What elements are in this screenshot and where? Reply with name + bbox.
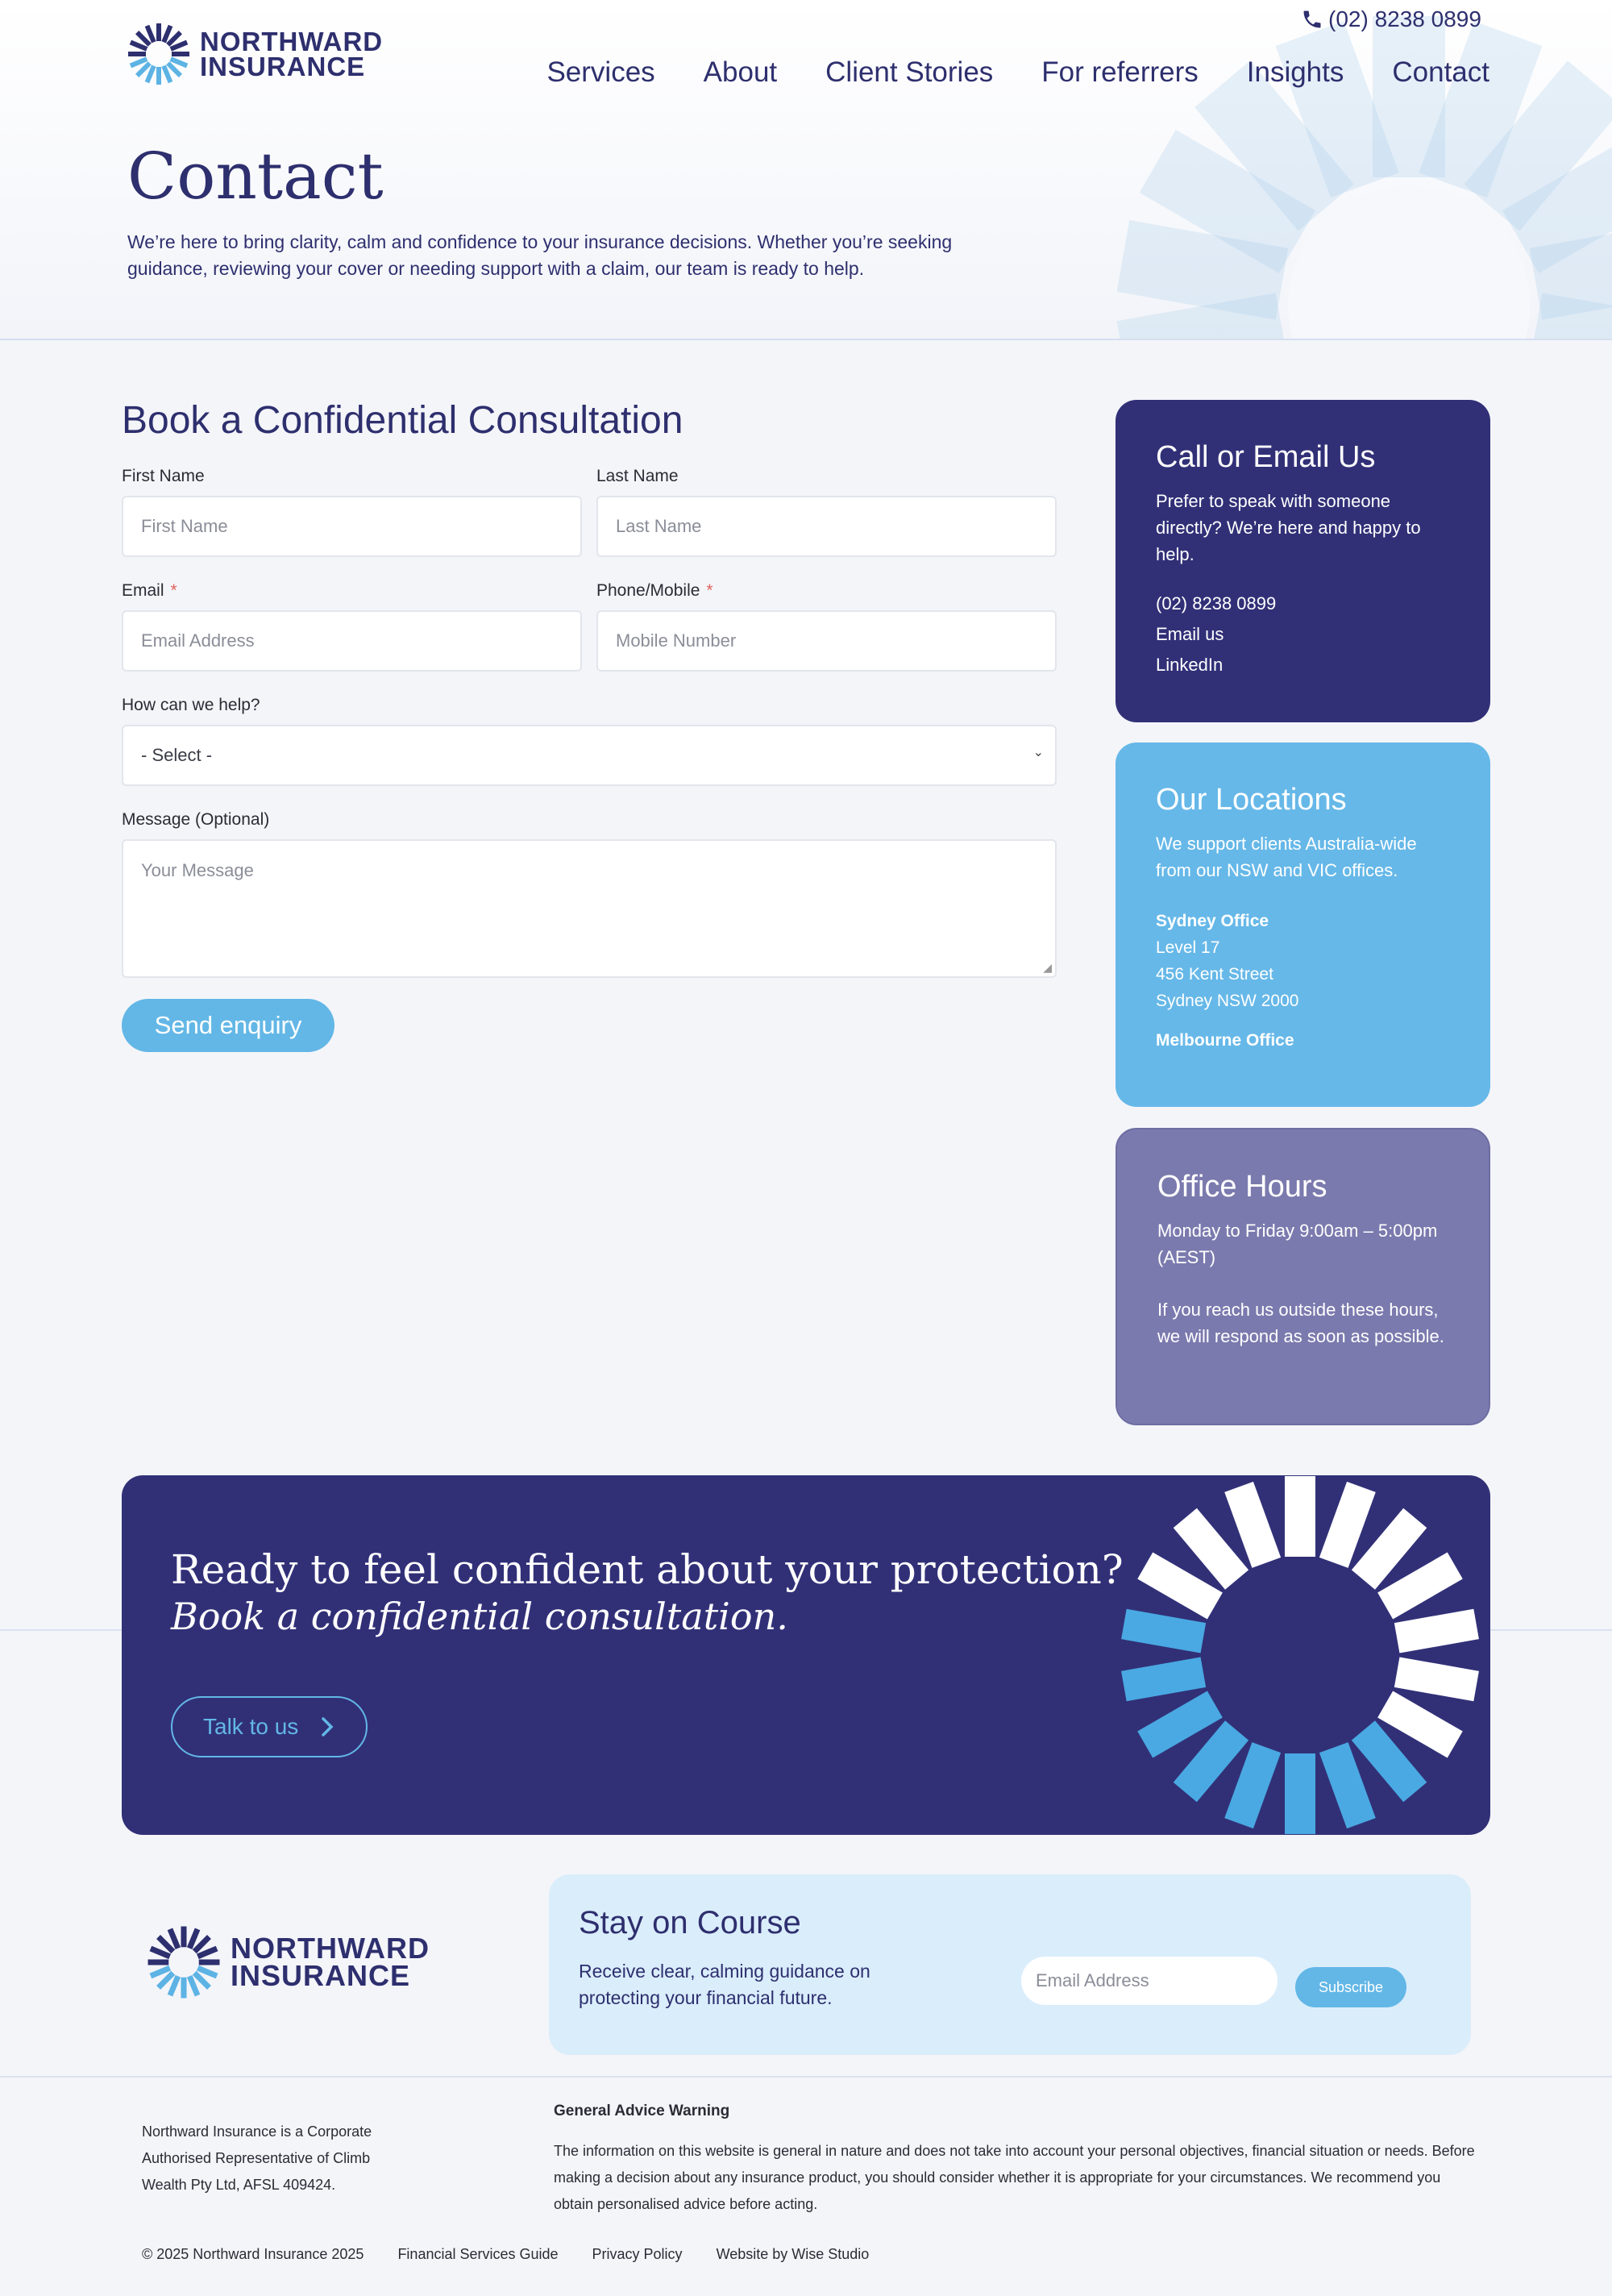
talk-to-us-button[interactable] bbox=[171, 1696, 368, 1757]
logo-line-2: INSURANCE bbox=[200, 52, 366, 81]
cta-subheadline: Book a confidential consultation. bbox=[171, 1595, 788, 1638]
hero-section bbox=[0, 0, 1612, 340]
call-card-phone-link[interactable]: (02) 8238 0899 bbox=[1156, 593, 1277, 614]
email-label-text: Email bbox=[122, 581, 164, 600]
locations-card bbox=[1116, 742, 1490, 1107]
message-placeholder: Your Message bbox=[141, 860, 254, 880]
logo-mark-ray bbox=[128, 52, 146, 56]
nav-services[interactable]: Services bbox=[546, 56, 655, 88]
email-label bbox=[122, 581, 177, 601]
locations-card-lead: We support clients Australia-wide from our NSW and VIC offices. bbox=[1156, 834, 1417, 880]
phone-icon bbox=[1301, 8, 1323, 31]
newsletter-text: Receive clear, calming guidance on protecting your financial future. bbox=[579, 1961, 870, 2008]
resize-handle-icon[interactable]: ◢ bbox=[1043, 961, 1052, 974]
main-nav bbox=[546, 56, 1489, 89]
logo-mark-ray bbox=[199, 1959, 220, 1965]
locations-card-title: Our Locations bbox=[1156, 783, 1347, 817]
email-required-mark: * bbox=[170, 581, 177, 600]
logo-line-1: NORTHWARD bbox=[231, 1931, 430, 1965]
call-email-card bbox=[1116, 400, 1490, 722]
sunburst-ray bbox=[1140, 339, 1315, 340]
message-label: Message (Optional) bbox=[122, 810, 270, 829]
newsletter-email-input[interactable]: Email Address bbox=[1021, 1957, 1278, 2005]
logo-mark-icon bbox=[145, 1924, 222, 2001]
hours-card-hours: Monday to Friday 9:00am – 5:00pm (AEST) bbox=[1157, 1221, 1438, 1267]
hours-card-note: If you reach us outside these hours, we will respond as soon as possible. bbox=[1157, 1300, 1444, 1346]
phone-required-mark: * bbox=[706, 581, 713, 600]
logo-mark-ray bbox=[172, 52, 189, 56]
nav-insights[interactable]: Insights bbox=[1246, 56, 1344, 88]
chevron-down-icon: ⌄ bbox=[1032, 746, 1044, 759]
cta-sunburst-decoration bbox=[122, 1475, 1490, 1835]
cta-headline: Ready to feel confident about your protection? bbox=[171, 1546, 1124, 1593]
help-select[interactable] bbox=[122, 725, 1057, 786]
footer-logo[interactable] bbox=[145, 1924, 430, 2001]
site-logo[interactable] bbox=[126, 21, 383, 87]
logo-line-1: NORTHWARD bbox=[200, 26, 384, 56]
cta-sunburst-ray bbox=[1394, 1657, 1479, 1701]
office-hours-card bbox=[1116, 1128, 1490, 1425]
sydney-office-title: Sydney Office bbox=[1156, 912, 1269, 930]
help-label: How can we help? bbox=[122, 696, 260, 714]
general-advice-title: General Advice Warning bbox=[554, 2103, 730, 2119]
car-statement: Northward Insurance is a Corporate Authorised Representative of Climb Wealth Pty Ltd, AFSL 409424. bbox=[142, 2123, 372, 2193]
first-name-field[interactable]: First Name bbox=[122, 496, 582, 557]
logo-mark-ray bbox=[148, 1959, 169, 1965]
last-name-label: Last Name bbox=[596, 467, 679, 485]
cta-sunburst-ray bbox=[1285, 1476, 1315, 1557]
phone-label bbox=[596, 581, 713, 601]
sydney-address-line: Sydney NSW 2000 bbox=[1156, 992, 1299, 1010]
footer-divider bbox=[0, 2076, 1612, 2078]
nav-about[interactable]: About bbox=[703, 56, 778, 88]
talk-to-us-label: Talk to us bbox=[203, 1714, 299, 1739]
cta-sunburst-ray bbox=[1285, 1753, 1315, 1834]
cta-sunburst-ray bbox=[1394, 1609, 1479, 1653]
header-phone[interactable] bbox=[1301, 6, 1481, 32]
cta-sunburst-ray bbox=[1121, 1657, 1206, 1701]
page-title: Contact bbox=[127, 139, 384, 214]
sydney-address-line: Level 17 bbox=[1156, 938, 1220, 957]
phone-field[interactable]: Mobile Number bbox=[596, 610, 1057, 672]
form-title: Book a Confidential Consultation bbox=[122, 399, 683, 442]
hours-card-title: Office Hours bbox=[1157, 1170, 1327, 1204]
call-card-linkedin-link[interactable]: LinkedIn bbox=[1156, 655, 1224, 675]
help-select-value: - Select - bbox=[141, 745, 213, 765]
nav-for-referrers[interactable]: For referrers bbox=[1041, 56, 1199, 88]
sunburst-ray bbox=[1502, 339, 1612, 340]
phone-label-text: Phone/Mobile bbox=[596, 581, 700, 600]
call-card-title: Call or Email Us bbox=[1156, 440, 1376, 474]
cta-banner bbox=[122, 1475, 1490, 1835]
message-textarea[interactable] bbox=[122, 839, 1057, 978]
logo-mark-ray bbox=[181, 1978, 186, 1999]
logo-mark-ray bbox=[156, 67, 161, 85]
privacy-policy-link[interactable]: Privacy Policy bbox=[592, 2246, 683, 2262]
logo-mark-icon bbox=[126, 21, 192, 87]
copyright-text: © 2025 Northward Insurance 2025 bbox=[142, 2246, 364, 2262]
newsletter-title: Stay on Course bbox=[579, 1905, 801, 1940]
sydney-address-line: 456 Kent Street bbox=[1156, 965, 1273, 984]
send-enquiry-button[interactable]: Send enquiry bbox=[122, 999, 334, 1052]
website-credit-link[interactable]: Website by Wise Studio bbox=[716, 2246, 870, 2262]
newsletter-panel bbox=[549, 1874, 1471, 2055]
header-phone-text: (02) 8238 0899 bbox=[1328, 6, 1481, 31]
first-name-label: First Name bbox=[122, 467, 205, 485]
fsg-link[interactable]: Financial Services Guide bbox=[397, 2246, 559, 2262]
call-card-lead: Prefer to speak with someone directly? We’re here and happy to help. bbox=[1156, 491, 1421, 564]
page-intro: We’re here to bring clarity, calm and confidence to your insurance decisions. Whether you’re seeking guidance, reviewing your cover or needing support with a claim, our team is ready to help. bbox=[127, 231, 953, 279]
subscribe-button[interactable]: Subscribe bbox=[1295, 1967, 1406, 2007]
logo-line-2: INSURANCE bbox=[231, 1959, 411, 1992]
logo-mark-ray bbox=[181, 1927, 186, 1948]
melbourne-office-title: Melbourne Office bbox=[1156, 1031, 1294, 1050]
nav-client-stories[interactable]: Client Stories bbox=[825, 56, 994, 88]
general-advice-body: The information on this website is general in nature and does not take into account your personal objectives, financial situation or needs. Before making a decision about any insurance product, you should consider whether it is appropriate for your circumstances. We recommend you obtain personalised advice before acting. bbox=[554, 2143, 1475, 2212]
nav-contact[interactable]: Contact bbox=[1392, 56, 1489, 88]
chevron-right-icon bbox=[321, 1716, 334, 1737]
email-field[interactable]: Email Address bbox=[122, 610, 582, 672]
cta-sunburst-ray bbox=[1121, 1609, 1206, 1653]
last-name-field[interactable]: Last Name bbox=[596, 496, 1057, 557]
call-card-email-link[interactable]: Email us bbox=[1156, 624, 1224, 644]
logo-mark-ray bbox=[156, 23, 161, 41]
footer-links bbox=[142, 2246, 869, 2263]
